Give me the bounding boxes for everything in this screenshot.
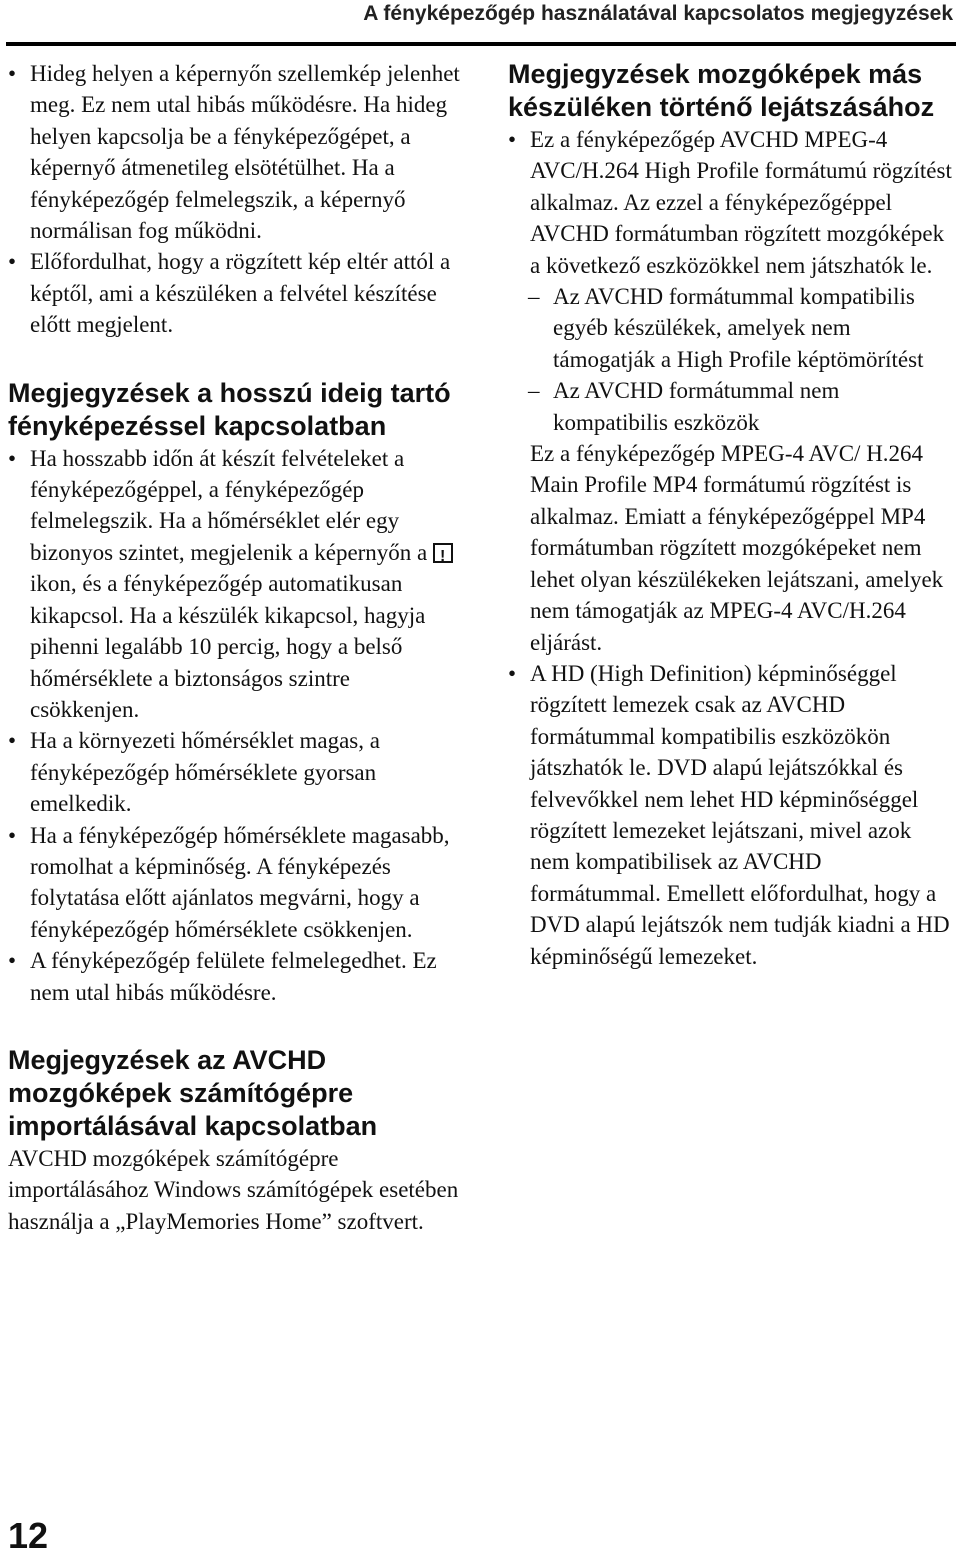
bullet-text-after-icon: ikon, és a fényképezőgép automatikusan kikapcsol. Ha a készülék kikapcsol, hagyja pihenni legalább 10 percig, hogy a belső hőmérséklete a biztonságos szintre csökkenjen.	[30, 571, 426, 722]
long-shooting-heading: Megjegyzések a hosszú ideig tartó fényképezéssel kapcsolatban	[8, 377, 451, 441]
long-shooting-bullet-1	[8, 443, 460, 726]
playback-bullet-2: • A HD (High Definition) képminőséggel rögzített lemezek csak az AVCHD formátummal kompatibilis eszközökön játszhatók le. DVD alapú lejátszókkal és felvevőkkel nem lehet HD képminőséggel rögzített lemezeket lejátszani, mivel azok nem kompatibilisek az AVCHD formátummal. Emellett előfordulhat, hogy a DVD alapú lejátszók nem tudják kiadni a HD képminőségű lemezeket.	[508, 658, 954, 972]
playback-heading: Megjegyzések mozgóképek más készüléken történő lejátszásához	[508, 59, 935, 122]
long-shooting-bullet-4: • A fényképezőgép felülete felmelegedhet. Ez nem utal hibás működésre.	[8, 945, 460, 1008]
playback-bullet-1-continued: Ez a fényképezőgép MPEG-4 AVC/ H.264 Main Profile MP4 formátumú rögzítést is alkalmaz. Emiatt a fényképezőgéppel MP4 formátumban rögzített mozgóképeket nem lehet olyan készülékeken lejátszani, amelyek nem támogatják az MPEG-4 AVC/H.264 eljárást.	[530, 441, 944, 655]
playback-dash-1: – Az AVCHD formátummal kompatibilis egyéb készülékek, amelyek nem támogatják a High Profile képtömörítést	[508, 281, 954, 375]
bullet-text-before-icon: Ha hosszabb időn át készít felvételeket a fényképezőgéppel, a fényképezőgép felmelegszik. Ha a hőmérséklet elér egy bizonyos szintet, megjelenik a képernyőn a	[30, 445, 428, 565]
long-shooting-bullet-2: • Ha a környezeti hőmérséklet magas, a fényképezőgép hőmérséklete gyorsan emelkedik.	[8, 725, 460, 819]
long-shooting-section	[8, 377, 460, 1008]
cold-notes	[8, 58, 460, 341]
page-number: 12	[8, 1515, 49, 1556]
long-shooting-bullet-3: • Ha a fényképezőgép hőmérséklete magasabb, romolhat a képminőség. A fényképezés folytatása előtt ajánlatos megvárni, hogy a fényképezőgép hőmérséklete csökkenjen.	[8, 820, 460, 946]
avchd-import-heading: Megjegyzések az AVCHD mozgóképek számítógépre importálásával kapcsolatban	[8, 1044, 378, 1141]
avchd-import-section	[8, 1044, 460, 1237]
header-rule	[6, 42, 956, 46]
cold-bullet-2: • Előfordulhat, hogy a rögzített kép eltér attól a képtől, ami a készüléken a felvétel készítése előtt megjelent.	[8, 246, 460, 340]
cold-bullet-1: • Hideg helyen a képernyőn szellemkép jelenhet meg. Ez nem utal hibás működésre. Ha hideg helyen kapcsolja be a fényképezőgépet, a képernyő átmenetileg elsötétülhet. Ha a fényképezőgép felmelegszik, a képernyő normálisan fog működni.	[8, 58, 460, 246]
playback-notes	[508, 124, 954, 972]
thermal-warning-icon	[433, 543, 453, 563]
left-column	[8, 58, 460, 1237]
avchd-import-body: AVCHD mozgóképek számítógépre importálásához Windows számítógépek esetében használja a „PlayMemories Home” szoftvert.	[8, 1145, 459, 1234]
running-header: A fényképezőgép használatával kapcsolatos megjegyzések	[363, 2, 953, 25]
right-column	[508, 58, 954, 972]
playback-dash-2: – Az AVCHD formátummal nem kompatibilis eszközök	[508, 375, 954, 438]
playback-bullet-1: • Ez a fényképezőgép AVCHD MPEG-4 AVC/H.264 High Profile formátumú rögzítést alkalmaz. Az ezzel a fényképezőgéppel AVCHD formátumban rögzített mozgóképek a következő eszközökkel nem játszhatók le.	[508, 124, 954, 281]
